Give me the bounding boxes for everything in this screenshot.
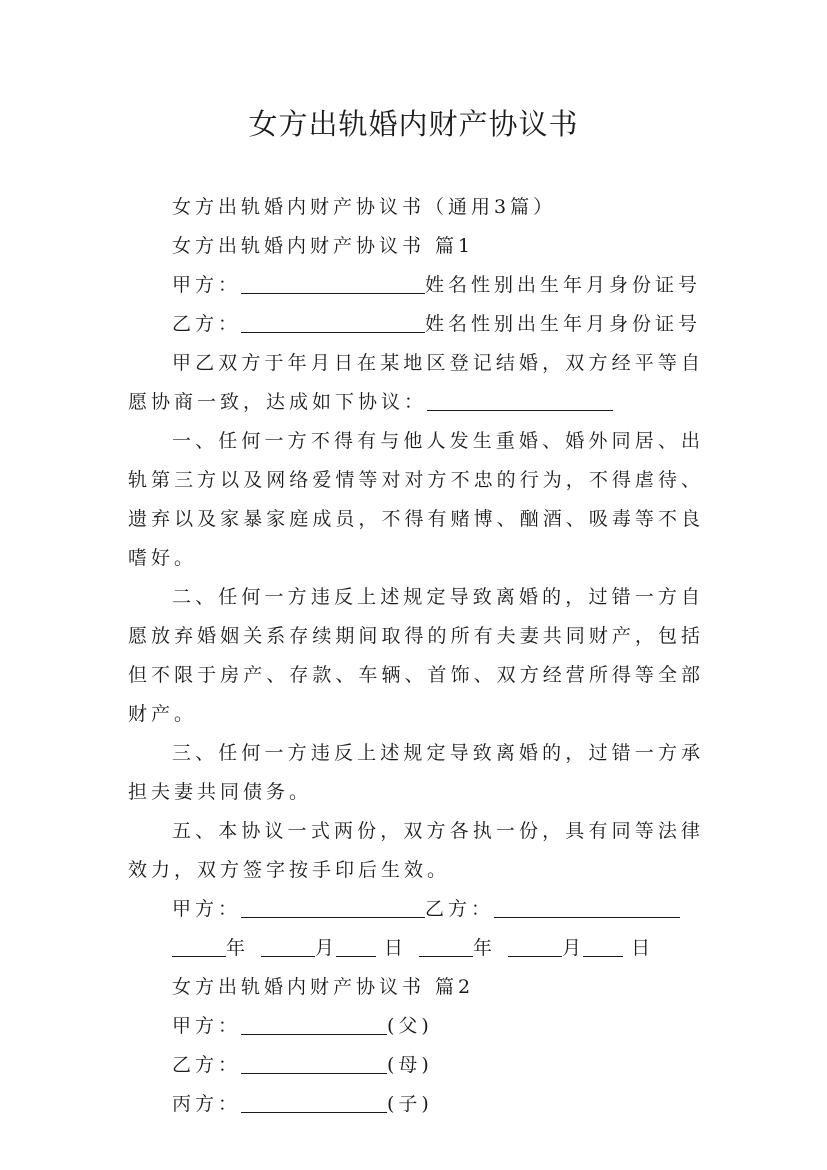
- part2-party-a-blank: [241, 1014, 387, 1035]
- party-b-suffix: 姓名性别出生年月身份证号: [425, 313, 702, 335]
- sign-a-label: 甲方：: [172, 898, 242, 920]
- part2-party-c-role: (子): [387, 1093, 433, 1115]
- part2-party-b-blank: [241, 1053, 387, 1074]
- day-b-label: 日: [631, 937, 653, 959]
- intro-blank: [427, 390, 613, 411]
- part2-party-b-label: 乙方：: [172, 1054, 242, 1076]
- part2-party-b-line: [128, 1046, 704, 1085]
- part1-heading: 女方出轨婚内财产协议书 篇1: [172, 235, 475, 257]
- sign-b-label: 乙方：: [425, 898, 495, 920]
- part1-party-b-line: [128, 305, 704, 344]
- day-a-blank: [336, 936, 376, 957]
- year-b-label: 年: [473, 937, 495, 959]
- part2-heading: 女方出轨婚内财产协议书 篇2: [172, 976, 475, 998]
- intro-text: 甲乙双方于年月日在某地区登记结婚，双方经平等自愿协商一致，达成如下协议：: [128, 352, 704, 413]
- party-a-label: 甲方：: [172, 274, 242, 296]
- month-b-blank: [508, 936, 562, 957]
- day-b-blank: [583, 936, 623, 957]
- part2-party-c-label: 丙方：: [172, 1093, 242, 1115]
- document-title: 女方出轨婚内财产协议书: [248, 107, 579, 141]
- part1-clause-5: 五、本协议一式两份，双方各执一份，具有同等法律效力，双方签字按手印后生效。: [128, 820, 704, 881]
- part2-party-a-label: 甲方：: [172, 1015, 242, 1037]
- part1-clause-2: 二、任何一方违反上述规定导致离婚的，过错一方自愿放弃婚姻关系存续期间取得的所有夫妻共同财产，包括但不限于房产、存款、车辆、首饰、双方经营所得等全部财产。: [128, 586, 704, 725]
- document-body: [128, 188, 704, 1124]
- part2-party-a-role: (父): [387, 1015, 433, 1037]
- sign-a-blank: [241, 897, 425, 918]
- document-subtitle: 女方出轨婚内财产协议书（通用3篇）: [172, 196, 557, 218]
- part1-clause-1: 一、任何一方不得有与他人发生重婚、婚外同居、出轨第三方以及网络爱情等对对方不忠的行为，不得虐待、遗弃以及家暴家庭成员，不得有赌博、酗酒、吸毒等不良嗜好。: [128, 430, 704, 569]
- year-a-blank: [172, 936, 226, 957]
- month-b-label: 月: [562, 937, 584, 959]
- year-b-blank: [419, 936, 473, 957]
- part1-party-a-line: [128, 266, 704, 305]
- part2-party-b-role: (母): [387, 1054, 433, 1076]
- signature-line: [128, 890, 704, 929]
- party-a-blank: [241, 273, 425, 294]
- year-a-label: 年: [226, 937, 248, 959]
- month-a-label: 月: [315, 937, 337, 959]
- part2-party-c-blank: [241, 1092, 387, 1113]
- month-a-blank: [261, 936, 315, 957]
- date-line: [128, 929, 704, 968]
- party-a-suffix: 姓名性别出生年月身份证号: [425, 274, 702, 296]
- part2-party-c-line: [128, 1085, 704, 1124]
- part1-clause-3: 三、任何一方违反上述规定导致离婚的，过错一方承担夫妻共同债务。: [128, 742, 704, 803]
- party-b-label: 乙方：: [172, 313, 242, 335]
- part1-intro: [128, 344, 704, 422]
- party-b-blank: [241, 312, 425, 333]
- sign-b-blank: [494, 897, 680, 918]
- part2-party-a-line: [128, 1007, 704, 1046]
- day-a-label: 日: [384, 937, 406, 959]
